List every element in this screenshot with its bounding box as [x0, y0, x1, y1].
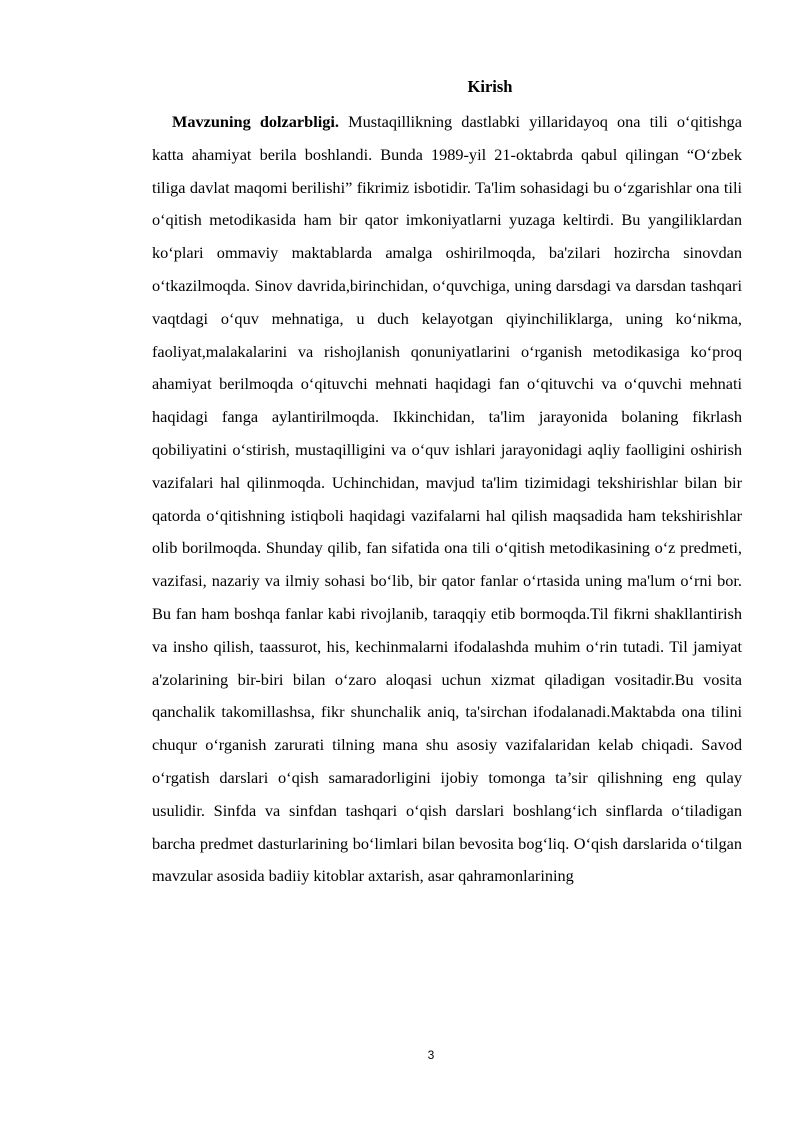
- paragraph-text: Mustaqillikning dastlabki yillaridayoq ona tili o‘qitishga katta ahamiyat berila boshlandi. Bunda 1989-yil 21-oktabrda qabul qilingan “O‘zbek tiliga davlat maqomi berilishi” fikrimiz isbotidir. Ta'lim sohasidagi bu o‘zgarishlar ona tili o‘qitish metodikasida ham bir qator imkoniyatlarni yuzaga keltirdi. Bu yangiliklardan ko‘plari ommaviy maktablarda amalga oshirilmoqda, ba'zilari hozircha sinovdan o‘tkazilmoqda. Sinov davrida,birinchidan, o‘quvchiga, uning darsdagi va darsdan tashqari vaqtdagi o‘quv mehnatiga, u duch kelayotgan qiyinchiliklarga, uning ko‘nikma, faoliyat,malakalarini va rishojlanish qonuniyatlarini o‘rganish metodikasiga ko‘proq ahamiyat berilmoqda o‘qituvchi mehnati haqidagi fan o‘qituvchi va o‘quvchi mehnati haqidagi fanga aylantirilmoqda. Ikkinchidan, ta'lim jarayonida bolaning fikrlash qobiliyatini o‘stirish, mustaqilligini va o‘quv ishlari jarayonidagi aqliy faolligini oshirish vazifalari hal qilinmoqda. Uchinchidan, mavjud ta'lim tizimidagi tekshirishlar bilan bir qatorda o‘qitishning istiqboli haqidagi vazifalarni hal qilish maqsadida ham tekshirishlar olib borilmoqda. Shunday qilib, fan sifatida ona tili o‘qitish metodikasining o‘z predmeti, vazifasi, nazariy va ilmiy sohasi bo‘lib, bir qator fanlar o‘rtasida uning ma'lum o‘rni bor. Bu fan ham boshqa fanlar kabi rivojlanib, taraqqiy etib bormoqda.Til fikrni shakllantirish va insho qilish, taassurot, his, kechinmalarni ifodalashda muhim o‘rin tutadi. Til jamiyat a'zolarining bir-biri bilan o‘zaro aloqasi uchun xizmat qiladigan vositadir.Bu vosita qanchalik takomillashsa, fikr shunchalik aniq, ta'sirchan ifodalanadi.Maktabda ona tilini chuqur o‘rganish zarurati tilning mana shu asosiy vazifalaridan kelab chiqadi. Savod o‘rgatish darslari o‘qish samaradorligini ijobiy tomonga ta’sir qilishning eng qulay usulidir. Sinfda va sinfdan tashqari o‘qish darslari boshlang‘ich sinflarda o‘tiladigan barcha predmet dasturlarining bo‘limlari bilan bevosita bog‘liq. O‘qish darslarida o‘tilgan mavzular asosida badiiy kitoblar axtarish, asar qahramonlarining: [152, 112, 742, 886]
- section-heading: Kirish: [467, 77, 513, 96]
- body-paragraph: [152, 106, 742, 893]
- page-number: 3: [427, 1048, 435, 1062]
- lead-phrase: Mavzuning dolzarbligi.: [172, 112, 339, 131]
